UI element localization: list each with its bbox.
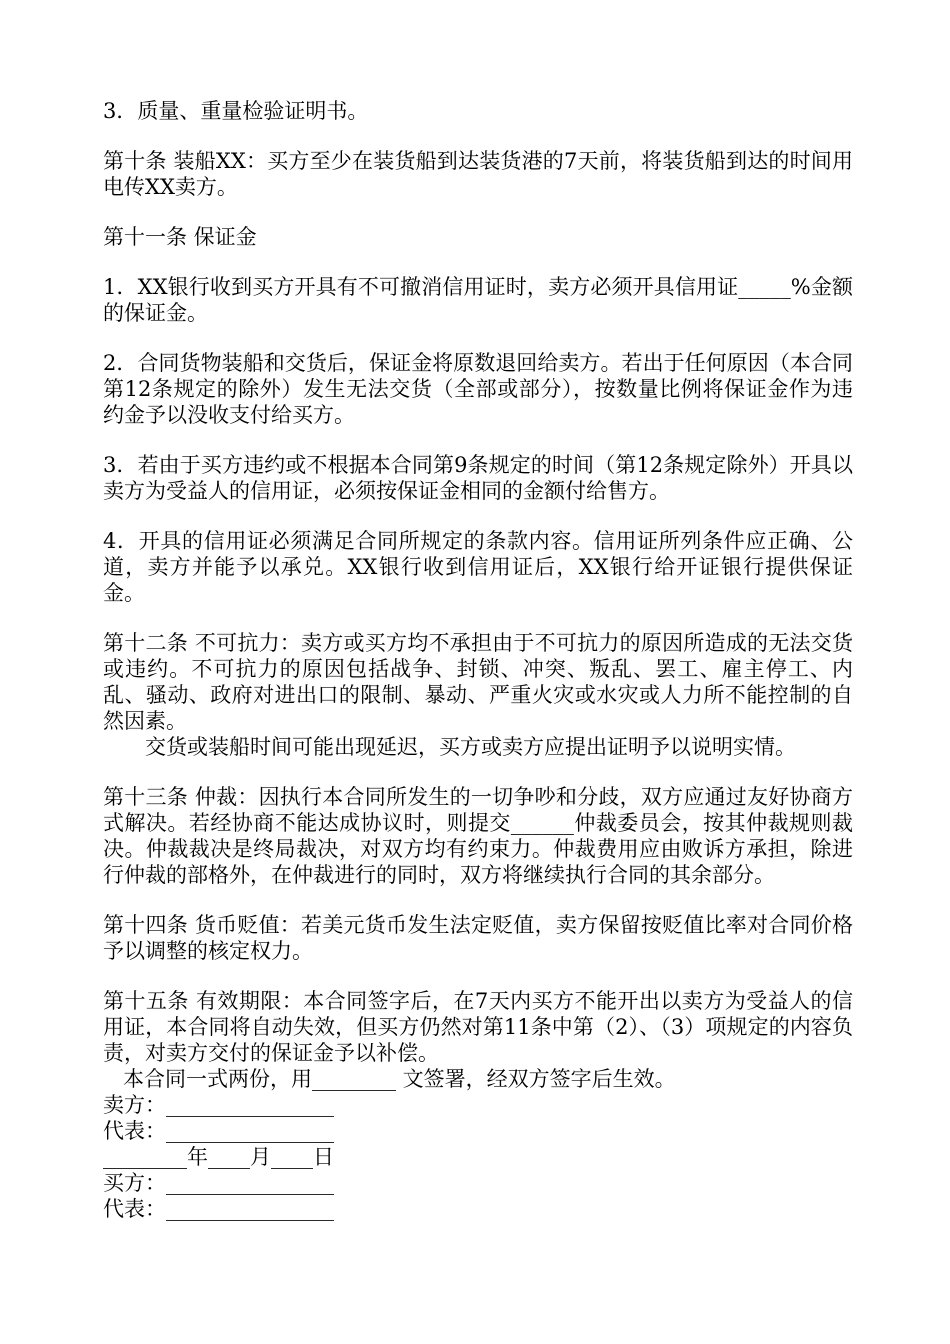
clause-10-shipping: 第十条 装船XX：买方至少在装货船到达装货港的7天前，将装货船到达的时间用电传XX卖方。 (103, 149, 853, 199)
clause-11-item-1: 1．XX银行收到买方开具有不可撤消信用证时，卖方必须开具信用证_____%金额的保证金。 (103, 275, 853, 325)
seller-representative-line: 代表：________________ (103, 1119, 334, 1143)
clause-12-force-majeure: 第十二条 不可抗力：卖方或买方均不承担由于不可抗力的原因所造成的无法交货或违约。不可抗力的原因包括战争、封锁、冲突、叛乱、罢工、雇主停工、内乱、骚动、政府对进出口的限制、暴动、严重火灾或水灾或人力所不能控制的自然因素。 (103, 631, 853, 733)
seller-signature-line: 卖方：________________ (103, 1093, 334, 1117)
buyer-representative-line: 代表：________________ (103, 1197, 334, 1221)
clause-13-arbitration: 第十三条 仲裁：因执行本合同所发生的一切争吵和分歧，双方应通过友好协商方式解决。若经协商不能达成协议时，则提交______仲裁委员会，按其仲裁规则裁决。仲裁裁决是终局裁决，对双方均有约束力。仲裁费用应由败诉方承担，除进行仲裁的部格外，在仲裁进行的同时，双方将继续执行合同的其余部分。 (103, 785, 853, 887)
clause-11-item-2: 2．合同货物装船和交货后，保证金将原数退回给卖方。若出于任何原因（本合同第12条规定的除外）发生无法交货（全部或部分），按数量比例将保证金作为违约金予以没收支付给买方。 (103, 351, 853, 427)
signature-block (103, 1092, 853, 1222)
clause-11-item-3: 3．若由于买方违约或不根据本合同第9条规定的时间（第12条规定除外）开具以卖方为受益人的信用证，必须按保证金相同的金额付给售方。 (103, 453, 853, 503)
clause-12-delay-note: 交货或装船时间可能出现延迟，买方或卖方应提出证明予以说明实情。 (145, 735, 796, 759)
clause-9-item-3: 3．质量、重量检验证明书。 (103, 99, 369, 123)
clause-11-heading: 第十一条 保证金 (103, 225, 257, 249)
contract-copies-note: 本合同一式两份，用________ 文签署，经双方签字后生效。 (123, 1067, 676, 1091)
signing-date-line: ________年____月____日 (103, 1145, 334, 1169)
contract-page (103, 98, 853, 1222)
clause-11-item-4: 4．开具的信用证必须满足合同所规定的条款内容。信用证所列条件应正确、公道，卖方并能予以承兑。XX银行收到信用证后，XX银行给开证银行提供保证金。 (103, 529, 853, 605)
clause-15-validity: 第十五条 有效期限：本合同签字后，在7天内买方不能开出以卖方为受益人的信用证，本合同将自动失效，但买方仍然对第11条中第（2）、（3）项规定的内容负责，对卖方交付的保证金予以补偿。 (103, 989, 853, 1065)
clause-14-currency: 第十四条 货币贬值：若美元货币发生法定贬值，卖方保留按贬值比率对合同价格予以调整的核定权力。 (103, 913, 853, 963)
buyer-signature-line: 买方：________________ (103, 1171, 334, 1195)
